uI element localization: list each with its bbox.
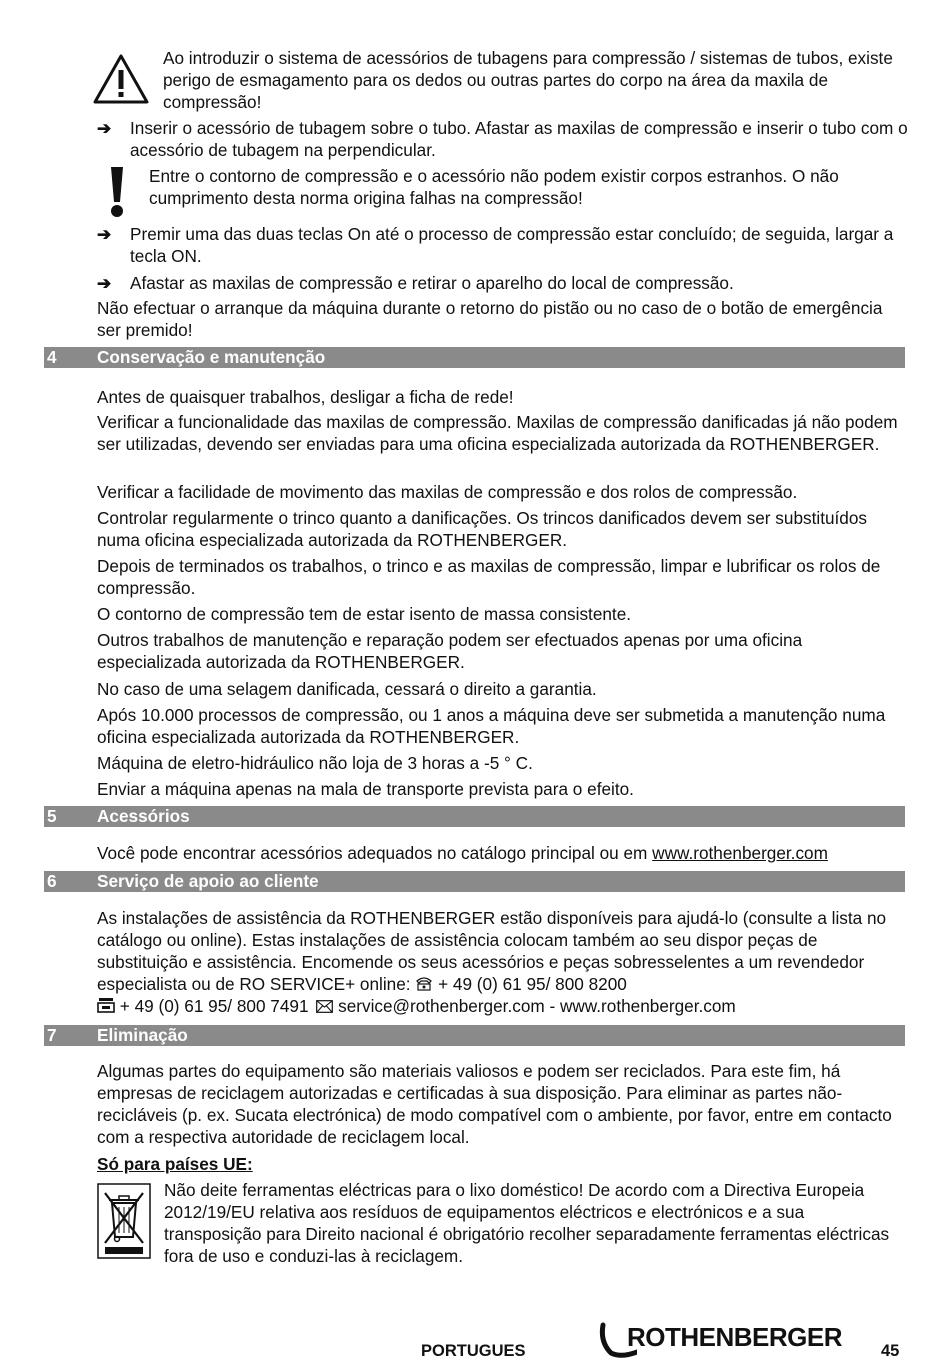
maintenance-item: Máquina de eletro-hidráulico não loja de 3 horas a -5 ° C.	[97, 753, 533, 773]
section-number: 7	[47, 1025, 57, 1045]
service-paragraph	[97, 907, 909, 1017]
step-remove-device	[97, 272, 909, 294]
section-title: Eliminação	[97, 1025, 188, 1045]
rothenberger-logo	[597, 1322, 855, 1358]
maintenance-item: Antes de quaisquer trabalhos, desligar a ficha de rede!	[97, 387, 514, 407]
maintenance-item: O contorno de compressão tem de estar isento de massa consistente.	[97, 604, 632, 624]
step-press-on	[97, 223, 909, 267]
section-title: Conservação e manutenção	[97, 347, 326, 367]
section-number: 6	[47, 871, 57, 891]
section-header-accessories	[44, 806, 905, 827]
arrow-icon: ➔	[97, 224, 112, 244]
section-title: Serviço de apoio ao cliente	[97, 871, 319, 891]
section-header-customer-service	[44, 871, 905, 892]
arrow-icon: ➔	[97, 118, 112, 138]
maintenance-item: Controlar regularmente o trinco quanto a danificações. Os trincos danificados devem ser substituídos numa oficina especializada autorizada da ROTHENBERGER.	[97, 508, 868, 550]
section-number: 5	[47, 806, 57, 826]
maintenance-item: Verificar a funcionalidade das maxilas de compressão. Maxilas de compressão danificadas já não podem ser utilizadas, devendo ser enviadas para uma oficina especializada autorizada da ROTHENBERGER.	[97, 412, 898, 454]
no-start-warning: Não efectuar o arranque da máquina durante o retorno do pistão ou no caso de o botão de emergência ser premido!	[97, 298, 883, 340]
weee-text: Não deite ferramentas eléctricas para o lixo doméstico! De acordo com a Directiva Europeia 2012/19/EU relativa aos resíduos de equipamentos eléctricos e electrónicos e a sua transposição para Direito nacional é obrigatório recolher separadamente ferramentas eléctricas fora de uso e conduzi-las à reciclagem.	[164, 1180, 890, 1266]
step-insert-fitting	[97, 117, 909, 161]
maintenance-item: Verificar a facilidade de movimento das maxilas de compressão e dos rolos de compressão.	[97, 482, 798, 502]
step-remove-device-text: Afastar as maxilas de compressão e retirar o aparelho do local de compressão.	[130, 273, 734, 293]
email-icon	[316, 1000, 333, 1013]
section-header-disposal	[44, 1025, 905, 1046]
phone-icon	[415, 976, 433, 991]
service-text: As instalações de assistência da ROTHENBERGER estão disponíveis para ajudá-lo (consulte a lista no catálogo ou online). Estas instalações de assistência colocam também ao seu dispor peças de substituição e assistência. Encomende os seus acessórios e peças sobresselentes a um revendedor especialista ou de RO SERVICE+ online:	[97, 908, 887, 994]
section-title: Acessórios	[97, 806, 190, 826]
contour-note-text: Entre o contorno de compressão e o acessório não podem existir corpos estranhos. O não cumprimento desta norma origina falhas na compressão!	[149, 166, 839, 208]
logo-wordmark: ROTHENBERGER	[627, 1322, 843, 1352]
section-number: 4	[47, 347, 57, 367]
disposal-paragraph: Algumas partes do equipamento são materiais valiosos e podem ser reciclados. Para este fim, há empresas de reciclagem autorizadas e certificadas à sua disposição. Para eliminar as partes não-recicláveis (p. ex. Sucata electrónica) de modo compatível com o ambiente, por favor, entre em contacto com a respectiva autoridade de reciclagem local.	[97, 1061, 892, 1147]
crush-warning-text: Ao introduzir o sistema de acessórios de tubagens para compressão / sistemas de tubos, existe perigo de esmagamento para os dedos ou outras partes do corpo na área da maxila de compressão!	[163, 48, 893, 112]
section-header-maintenance	[44, 347, 905, 368]
maintenance-item: Enviar a máquina apenas na mala de transporte prevista para o efeito.	[97, 779, 634, 799]
eu-only-heading: Só para países UE:	[97, 1154, 253, 1174]
accessories-text: Você pode encontrar acessórios adequados no catálogo principal ou em	[97, 843, 648, 863]
page-number: 45	[881, 1342, 900, 1360]
maintenance-item: Outros trabalhos de manutenção e reparação podem ser efectuados apenas por uma oficina especializada autorizada da ROTHENBERGER.	[97, 630, 803, 672]
weee-crossed-bin-icon	[97, 1183, 151, 1259]
rothenberger-website-link[interactable]: www.rothenberger.com	[652, 843, 828, 863]
exclamation-icon	[107, 165, 127, 219]
arrow-icon: ➔	[97, 273, 112, 293]
step-insert-fitting-text: Inserir o acessório de tubagem sobre o tubo. Afastar as maxilas de compressão e inserir o tubo com o acessório de tubagem na perpendicular.	[130, 118, 908, 160]
fax-icon	[97, 997, 115, 1013]
maintenance-item: Após 10.000 processos de compressão, ou 1 anos a máquina deve ser submetida a manutenção numa oficina especializada autorizada da ROTHENBERGER.	[97, 705, 886, 747]
warning-triangle-icon	[92, 53, 150, 105]
service-fax: + 49 (0) 61 95/ 800 7491	[119, 996, 309, 1016]
maintenance-item: Depois de terminados os trabalhos, o trinco e as maxilas de compressão, limpar e lubrificar os rolos de compressão.	[97, 556, 881, 598]
maintenance-item: No caso de uma selagem danificada, cessará o direito a garantia.	[97, 679, 597, 699]
accessories-paragraph	[97, 842, 917, 864]
service-phone: + 49 (0) 61 95/ 800 8200	[438, 974, 627, 994]
service-email: service@rothenberger.com - www.rothenberger.com	[338, 996, 736, 1016]
step-press-on-text: Premir uma das duas teclas On até o processo de compressão estar concluído; de seguida, largar a tecla ON.	[130, 224, 894, 266]
footer-language: PORTUGUES	[421, 1342, 526, 1360]
